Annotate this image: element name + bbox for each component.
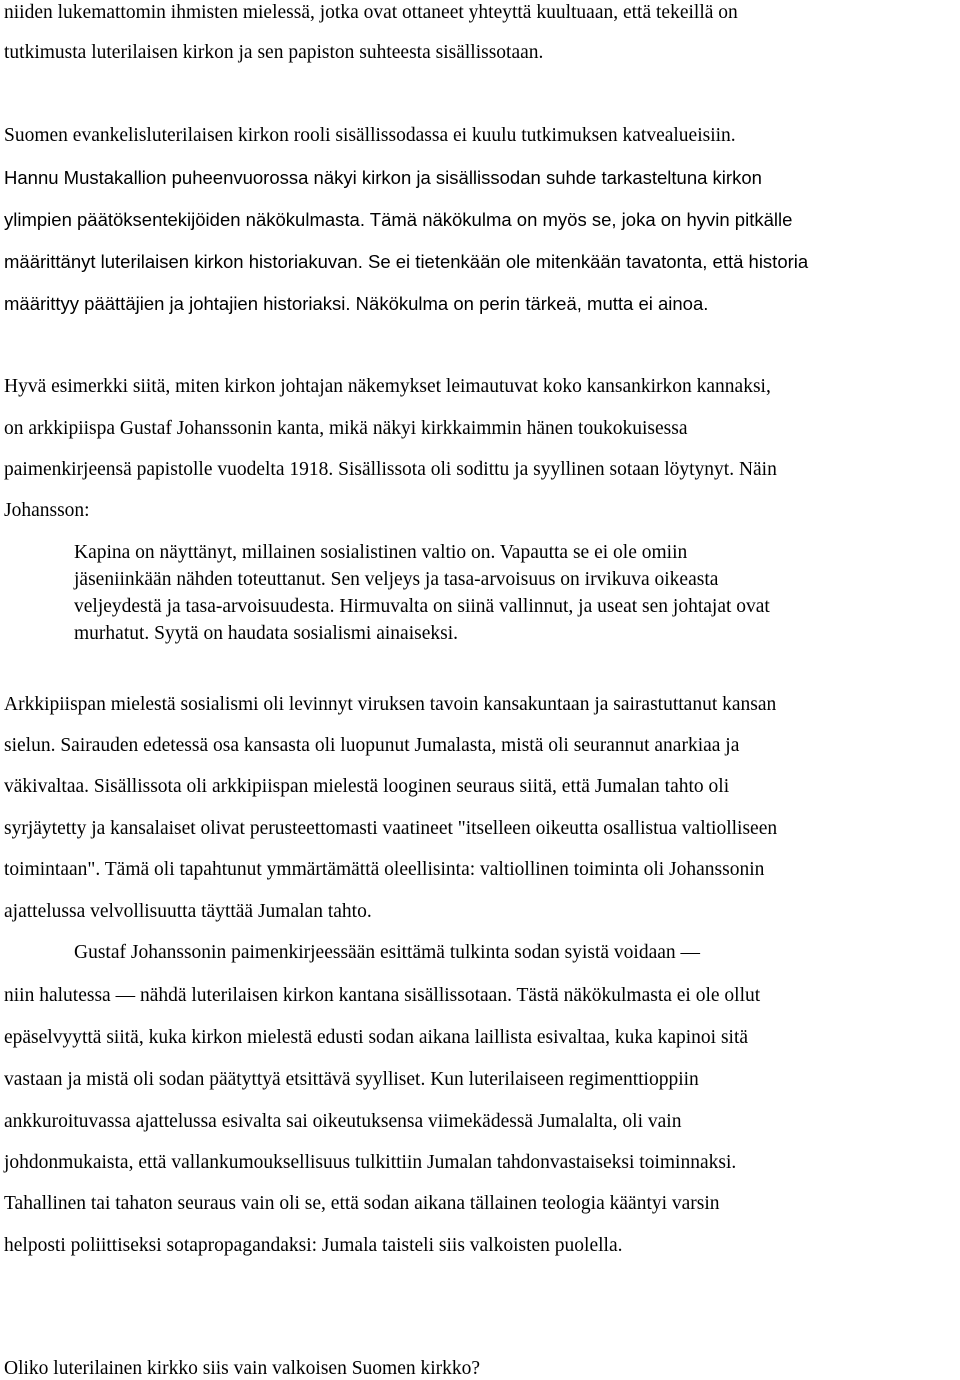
text-line: on arkkipiispa Gustaf Johanssonin kanta, mikä näkyi kirkkaimmin hänen toukokuisessa (4, 418, 688, 439)
text-line: Suomen evankelisluterilaisen kirkon rooli sisällissodassa ei kuulu tutkimuksen katvealueisiin. (4, 125, 736, 146)
text-line: määrittyy päättäjien ja johtajien historiaksi. Näkökulma on perin tärkeä, mutta ei ainoa. (4, 293, 709, 314)
text-line: vastaan ja mistä oli sodan päätyttyä etsittävä syylliset. Kun luterilaiseen regimenttioppiin (4, 1069, 699, 1090)
text-line: Hannu Mustakallion puheenvuorossa näkyi kirkon ja sisällissodan suhde tarkasteltuna kirkon (4, 167, 762, 188)
text-line: Tahallinen tai tahaton seuraus vain oli se, että sodan aikana tällainen teologia kääntyi varsin (4, 1193, 720, 1214)
text-line: helposti poliittiseksi sotapropagandaksi: Jumala taisteli siis valkoisten puolella. (4, 1235, 623, 1256)
text-line: Johansson: (4, 500, 90, 521)
text-line: ajattelussa velvollisuutta täyttää Jumalan tahto. (4, 901, 372, 922)
text-line: syrjäytetty ja kansalaiset olivat perusteettomasti vaatineet "itselleen oikeutta osallistua valtiolliseen (4, 818, 778, 839)
text-line: ankkuroituvassa ajattelussa esivalta sai oikeutuksensa viimekädessä Jumalalta, oli vain (4, 1111, 682, 1132)
text-line: määrittänyt luterilaisen kirkon historiakuvan. Se ei tietenkään ole mitenkään tavatonta, että historia (4, 251, 809, 272)
text-line: Arkkipiispan mielestä sosialismi oli levinnyt viruksen tavoin kansakuntaan ja sairastuttanut kansan (4, 694, 777, 715)
text-line: Gustaf Johanssonin paimenkirjeessään esittämä tulkinta sodan syistä voidaan — (74, 942, 701, 963)
quote-line: veljeydestä ja tasa-arvoisuudesta. Hirmuvalta on siinä vallinnut, ja useat sen johtajat ovat (74, 596, 770, 617)
quote-line: jäseniinkään nähden toteuttanut. Sen veljeys ja tasa-arvoisuus on irvikuva oikeasta (74, 569, 719, 590)
quote-line: murhatut. Syytä on haudata sosialismi ainaiseksi. (74, 623, 458, 644)
text-line: epäselvyyttä siitä, kuka kirkon mielestä edusti sodan aikana laillista esivaltaa, kuka kapinoi sitä (4, 1027, 749, 1048)
closing-question: Oliko luterilainen kirkko siis vain valkoisen Suomen kirkko? (4, 1358, 481, 1379)
text-line: niin halutessa — nähdä luterilaisen kirkon kantana sisällissotaan. Tästä näkökulmasta ei ole ollut (4, 985, 761, 1006)
text-line: johdonmukaista, että vallankumouksellisuus tulkittiin Jumalan tahdonvastaiseksi toiminnaksi. (4, 1152, 737, 1173)
quote-line: Kapina on näyttänyt, millainen sosialistinen valtio on. Vapautta se ei ole omiin (74, 542, 688, 563)
text-line: toimintaan". Tämä oli tapahtunut ymmärtämättä oleellisinta: valtiollinen toiminta oli Johanssonin (4, 859, 765, 880)
text-line: sielun. Sairauden edetessä osa kansasta oli luopunut Jumalasta, mistä oli seurannut anarkiaa ja (4, 735, 740, 756)
text-line: väkivaltaa. Sisällissota oli arkkipiispan mielestä looginen seuraus siitä, että Jumalan tahto oli (4, 776, 730, 797)
text-line: paimenkirjeensä papistolle vuodelta 1918. Sisällissota oli sodittu ja syyllinen sotaan löytynyt. Näin (4, 459, 777, 480)
text-line: niiden lukemattomin ihmisten mielessä, jotka ovat ottaneet yhteyttä kuultuaan, että tekeillä on (4, 2, 738, 23)
text-line: ylimpien päätöksentekijöiden näkökulmasta. Tämä näkökulma on myös se, joka on hyvin pitkälle (4, 209, 793, 230)
text-line: Hyvä esimerkki siitä, miten kirkon johtajan näkemykset leimautuvat koko kansankirkon kannaksi, (4, 376, 771, 397)
text-line: tutkimusta luterilaisen kirkon ja sen papiston suhteesta sisällissotaan. (4, 42, 544, 63)
